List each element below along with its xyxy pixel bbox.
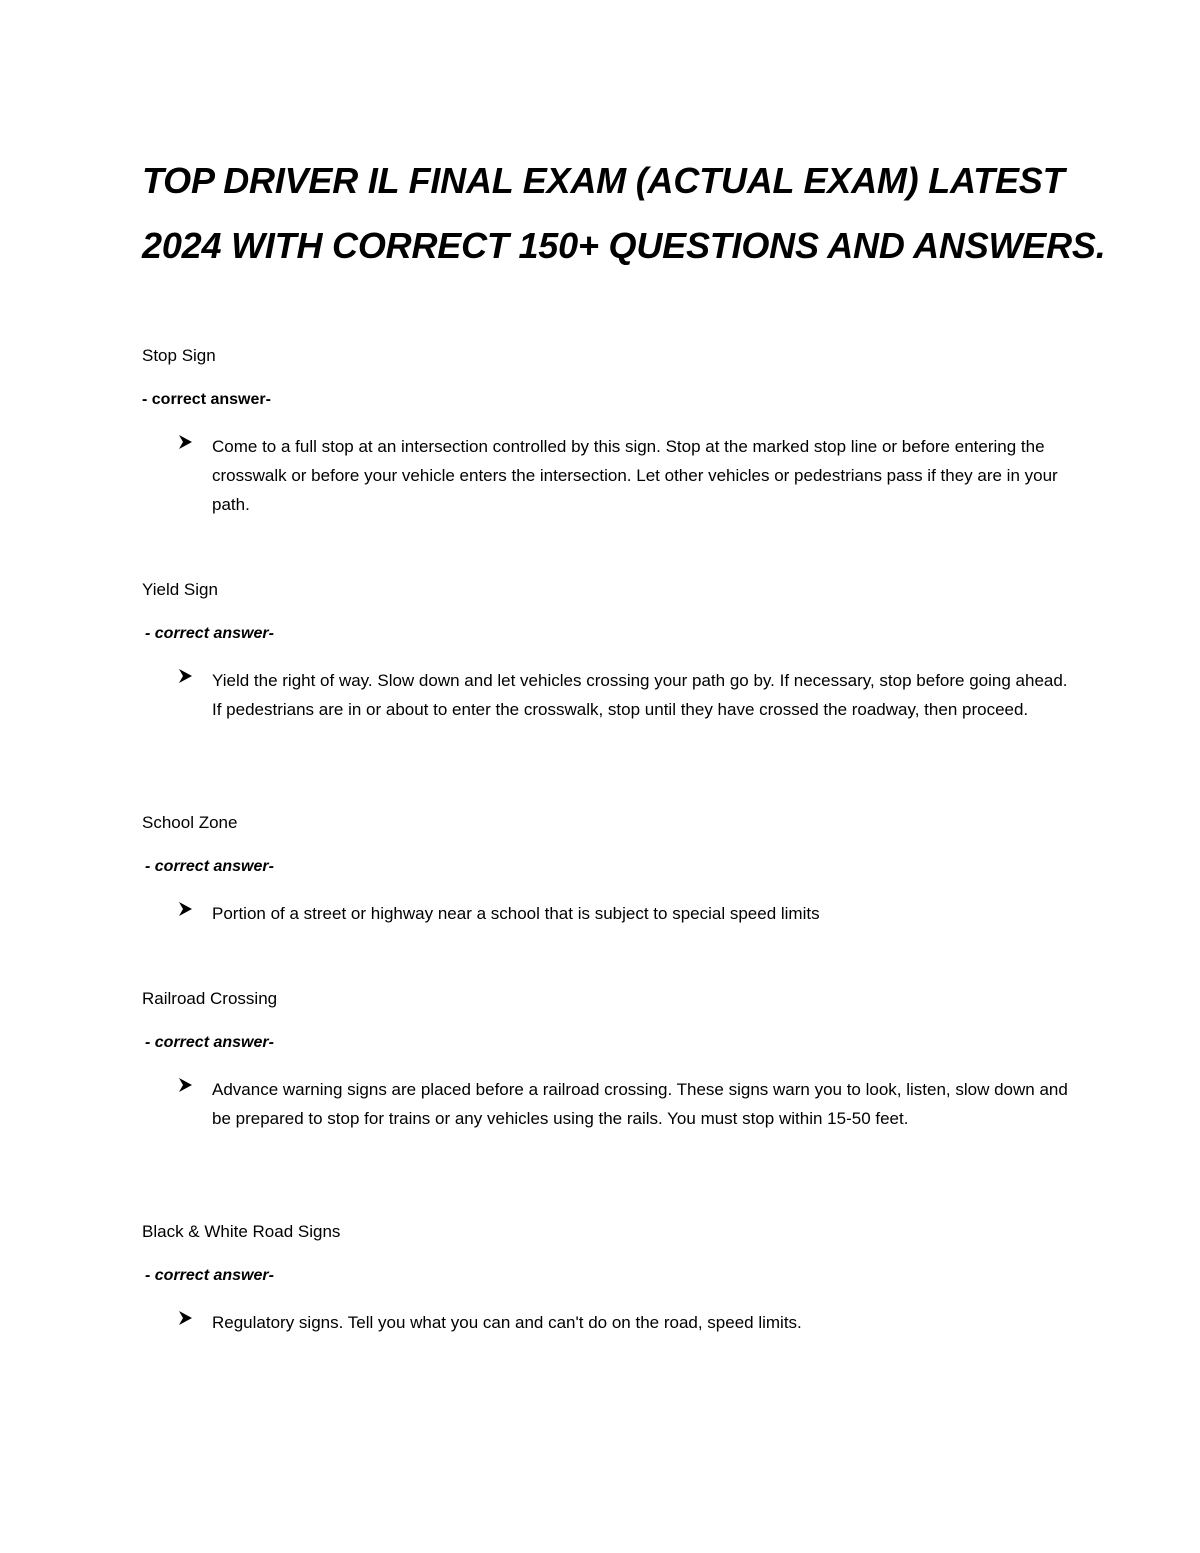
- qa-item-railroad-crossing: [142, 987, 1102, 1128]
- arrow-bullet-icon: [178, 432, 194, 452]
- document-title: TOP DRIVER IL FINAL EXAM (ACTUAL EXAM) LATEST 2024 WITH CORRECT 150+ QUESTIONS AND ANSWERS.: [142, 160, 1106, 266]
- answer-text: Portion of a street or highway near a school that is subject to special speed limits: [212, 904, 820, 923]
- qa-item-school-zone: [142, 811, 1102, 923]
- arrow-bullet-icon: [178, 666, 194, 686]
- question-text: Black & White Road Signs: [142, 1222, 341, 1241]
- qa-item-black-white-road-signs: [142, 1220, 1102, 1332]
- question-text: Stop Sign: [142, 346, 216, 365]
- arrow-bullet-icon: [178, 1075, 194, 1095]
- answer-text: Yield the right of way. Slow down and let vehicles crossing your path go by. If necessary, stop before going ahead. If pedestrians are in or about to enter the crosswalk, stop until they have crossed the roadway, then proceed.: [212, 671, 1068, 719]
- question-text: Yield Sign: [142, 580, 218, 599]
- answer-text: Advance warning signs are placed before a railroad crossing. These signs warn you to look, listen, slow down and be prepared to stop for trains or any vehicles using the rails. You must stop within 15-50 feet.: [212, 1080, 1068, 1128]
- question-text: School Zone: [142, 813, 238, 832]
- qa-item-yield-sign: [142, 578, 1102, 719]
- answer-label: - correct answer-: [142, 391, 271, 408]
- answer-text: Regulatory signs. Tell you what you can and can't do on the road, speed limits.: [212, 1313, 802, 1332]
- answer-label: - correct answer-: [145, 625, 274, 642]
- answer-label: - correct answer-: [145, 858, 274, 875]
- question-text: Railroad Crossing: [142, 989, 278, 1008]
- answer-label: - correct answer-: [145, 1034, 274, 1051]
- qa-item-stop-sign: [142, 344, 1102, 514]
- answer-label: - correct answer-: [145, 1267, 274, 1284]
- arrow-bullet-icon: [178, 899, 194, 919]
- arrow-bullet-icon: [178, 1308, 194, 1328]
- answer-text: Come to a full stop at an intersection controlled by this sign. Stop at the marked stop line or before entering the crosswalk or before your vehicle enters the intersection. Let other vehicles or pedestrians pass if they are in your path.: [212, 437, 1058, 514]
